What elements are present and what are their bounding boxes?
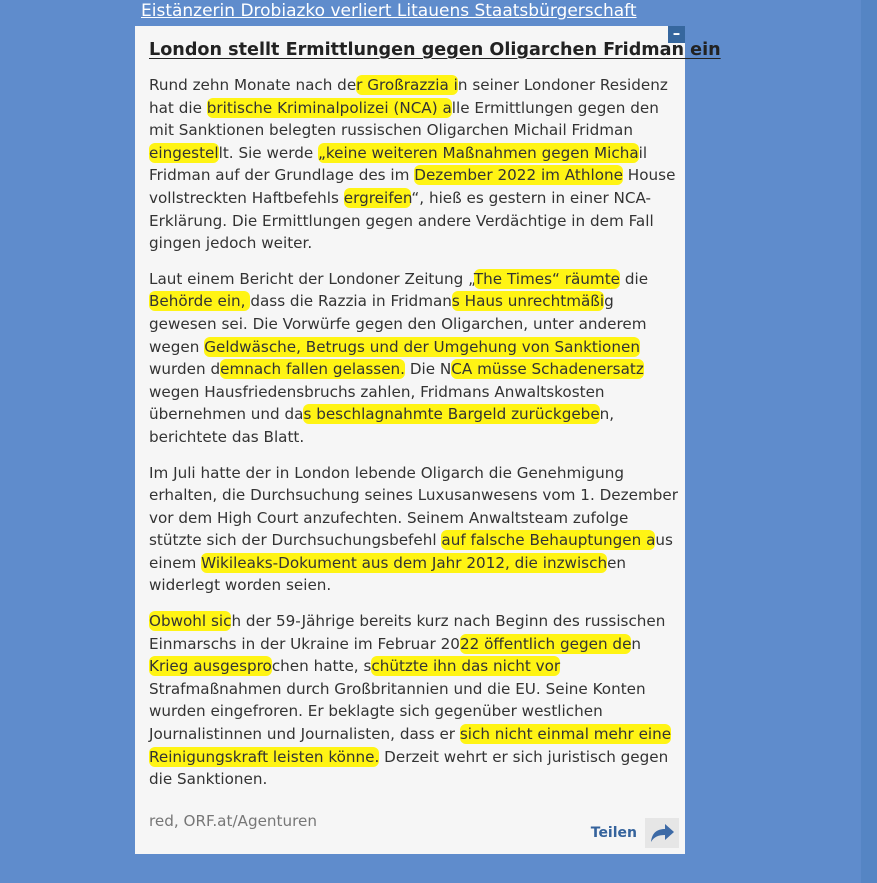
text-segment: House <box>622 166 676 185</box>
article-headline: London stellt Ermittlungen gegen Oligarchen Fridman ein <box>149 40 721 60</box>
article-card <box>135 24 721 854</box>
article-paragraph <box>149 74 679 255</box>
text-segment: lle Ermittlungen gegen den <box>451 98 659 117</box>
text-segment: widerlegt worden seien. <box>149 576 332 595</box>
text-segment: Strafmaßnahmen durch Großbritannien und die EU. Seine Konten <box>149 679 646 698</box>
highlighted-text: britische Kriminalpolizei (NCA) a <box>206 98 452 117</box>
text-segment: “, hieß es gestern in einer NCA- <box>411 188 652 207</box>
article-source: red, ORF.at/Agenturen <box>149 812 318 830</box>
text-segment: wurden d <box>149 360 221 379</box>
highlighted-text: ergreifen <box>343 188 412 207</box>
text-segment: Fridman auf der Grundlage des im <box>149 166 415 185</box>
text-segment: wegen Hausfriedensbruchs zahlen, Fridmans Anwaltskosten <box>149 382 605 401</box>
article-body <box>149 74 679 804</box>
highlighted-text: The Times“ räumte <box>473 269 621 288</box>
article-paragraph <box>149 462 679 598</box>
highlighted-text: r Großrazzia i <box>356 76 458 94</box>
text-segment: Im Juli hatte der in London lebende Oligarch die Genehmigung <box>149 463 625 482</box>
highlighted-text: Dezember 2022 im Athlone <box>414 166 623 185</box>
highlighted-text: Geldwäsche, Betrugs und der Umgehung von Sanktionen <box>204 337 640 356</box>
text-segment: Die N <box>405 360 452 379</box>
highlighted-text: Reinigungskraft leisten könne. <box>149 747 380 766</box>
text-segment: wegen <box>149 337 205 356</box>
highlighted-text: auf falsche Behauptungen a <box>441 531 656 550</box>
text-segment: us <box>655 531 673 550</box>
text-segment: Derzeit wehrt er sich juristisch gegen <box>379 747 669 766</box>
highlighted-text: Krieg ausgespro <box>149 657 272 676</box>
article-paragraph <box>149 268 679 449</box>
text-segment: Journalistinnen und Journalisten, dass er <box>149 725 460 744</box>
text-segment: einem <box>149 553 202 572</box>
share-button[interactable] <box>591 818 679 848</box>
right-margin-strip <box>861 0 877 883</box>
highlighted-text: chützte ihn das nicht vor <box>371 657 561 676</box>
text-segment: die Sanktionen. <box>149 770 268 789</box>
text-segment: lt. Sie werde <box>218 143 319 162</box>
highlighted-text: 22 öffentlich gegen de <box>459 634 632 653</box>
highlighted-text: eingestel <box>149 143 219 162</box>
text-segment: die <box>620 269 649 288</box>
share-arrow-icon <box>645 818 679 848</box>
text-segment: Erklärung. Die Ermittlungen gegen andere Verdächtige in dem Fall <box>149 211 654 230</box>
text-segment: wurden eingefroren. Er beklagte sich gegenüber westlichen <box>149 702 603 721</box>
text-segment: Laut einem Bericht der Londoner Zeitung „ <box>149 269 474 288</box>
share-label: Teilen <box>590 825 637 841</box>
highlighted-text: sich nicht einmal mehr eine <box>459 725 672 744</box>
text-segment: berichtete das Blatt. <box>149 427 305 446</box>
text-segment: erhalten, die Durchsuchung seines Luxusanwesens vom 1. Dezember <box>149 486 678 505</box>
text-segment: en <box>607 553 627 572</box>
text-segment: übernehmen und da <box>149 405 304 424</box>
minus-icon: – <box>672 24 681 42</box>
text-segment: il <box>638 143 648 162</box>
related-article-link[interactable]: Eistänzerin Drobiazko verliert Litauens Staatsbürgerschaft <box>141 1 637 21</box>
text-segment: hat die <box>149 98 207 117</box>
highlighted-text: „keine weiteren Maßnahmen gegen Micha <box>318 143 639 162</box>
highlighted-text: emnach fallen gelassen. <box>220 360 406 379</box>
text-segment: n <box>631 634 642 653</box>
text-segment: chen hatte, s <box>271 657 372 676</box>
text-segment: n seiner Londoner Residenz <box>457 76 668 94</box>
highlighted-text: Wikileaks-Dokument aus dem Jahr 2012, die inzwisch <box>201 553 608 572</box>
text-segment: mit Sanktionen belegten russischen Oligarchen Michail Fridman <box>149 121 633 140</box>
text-segment: vollstreckten Haftbefehls <box>149 188 344 207</box>
text-segment: dass die Razzia in Fridman <box>250 292 452 311</box>
text-segment: n, <box>599 405 615 424</box>
text-segment: Einmarschs in der Ukraine im Februar 20 <box>149 634 460 653</box>
article-paragraph <box>149 610 679 791</box>
text-segment: g <box>604 292 614 311</box>
highlighted-text: Obwohl sic <box>149 612 232 631</box>
text-segment: gewesen sei. Die Vorwürfe gegen den Oligarchen, unter anderem <box>149 314 647 333</box>
highlighted-text: Behörde ein, <box>149 292 251 311</box>
text-segment: stützte sich der Durchsuchungsbefehl <box>149 531 442 550</box>
text-segment: Rund zehn Monate nach de <box>149 76 357 94</box>
highlighted-text: CA müsse Schadenersatz <box>451 360 644 379</box>
text-segment: vor dem High Court anzufechten. Seinem Anwaltsteam zufolge <box>149 508 629 527</box>
text-segment: h der 59-Jährige bereits kurz nach Beginn des russischen <box>231 612 666 631</box>
text-segment: gingen jedoch weiter. <box>149 234 313 253</box>
highlighted-text: s Haus unrechtmäßi <box>451 292 605 311</box>
highlighted-text: s beschlagnahmte Bargeld zurückgebe <box>303 405 600 424</box>
